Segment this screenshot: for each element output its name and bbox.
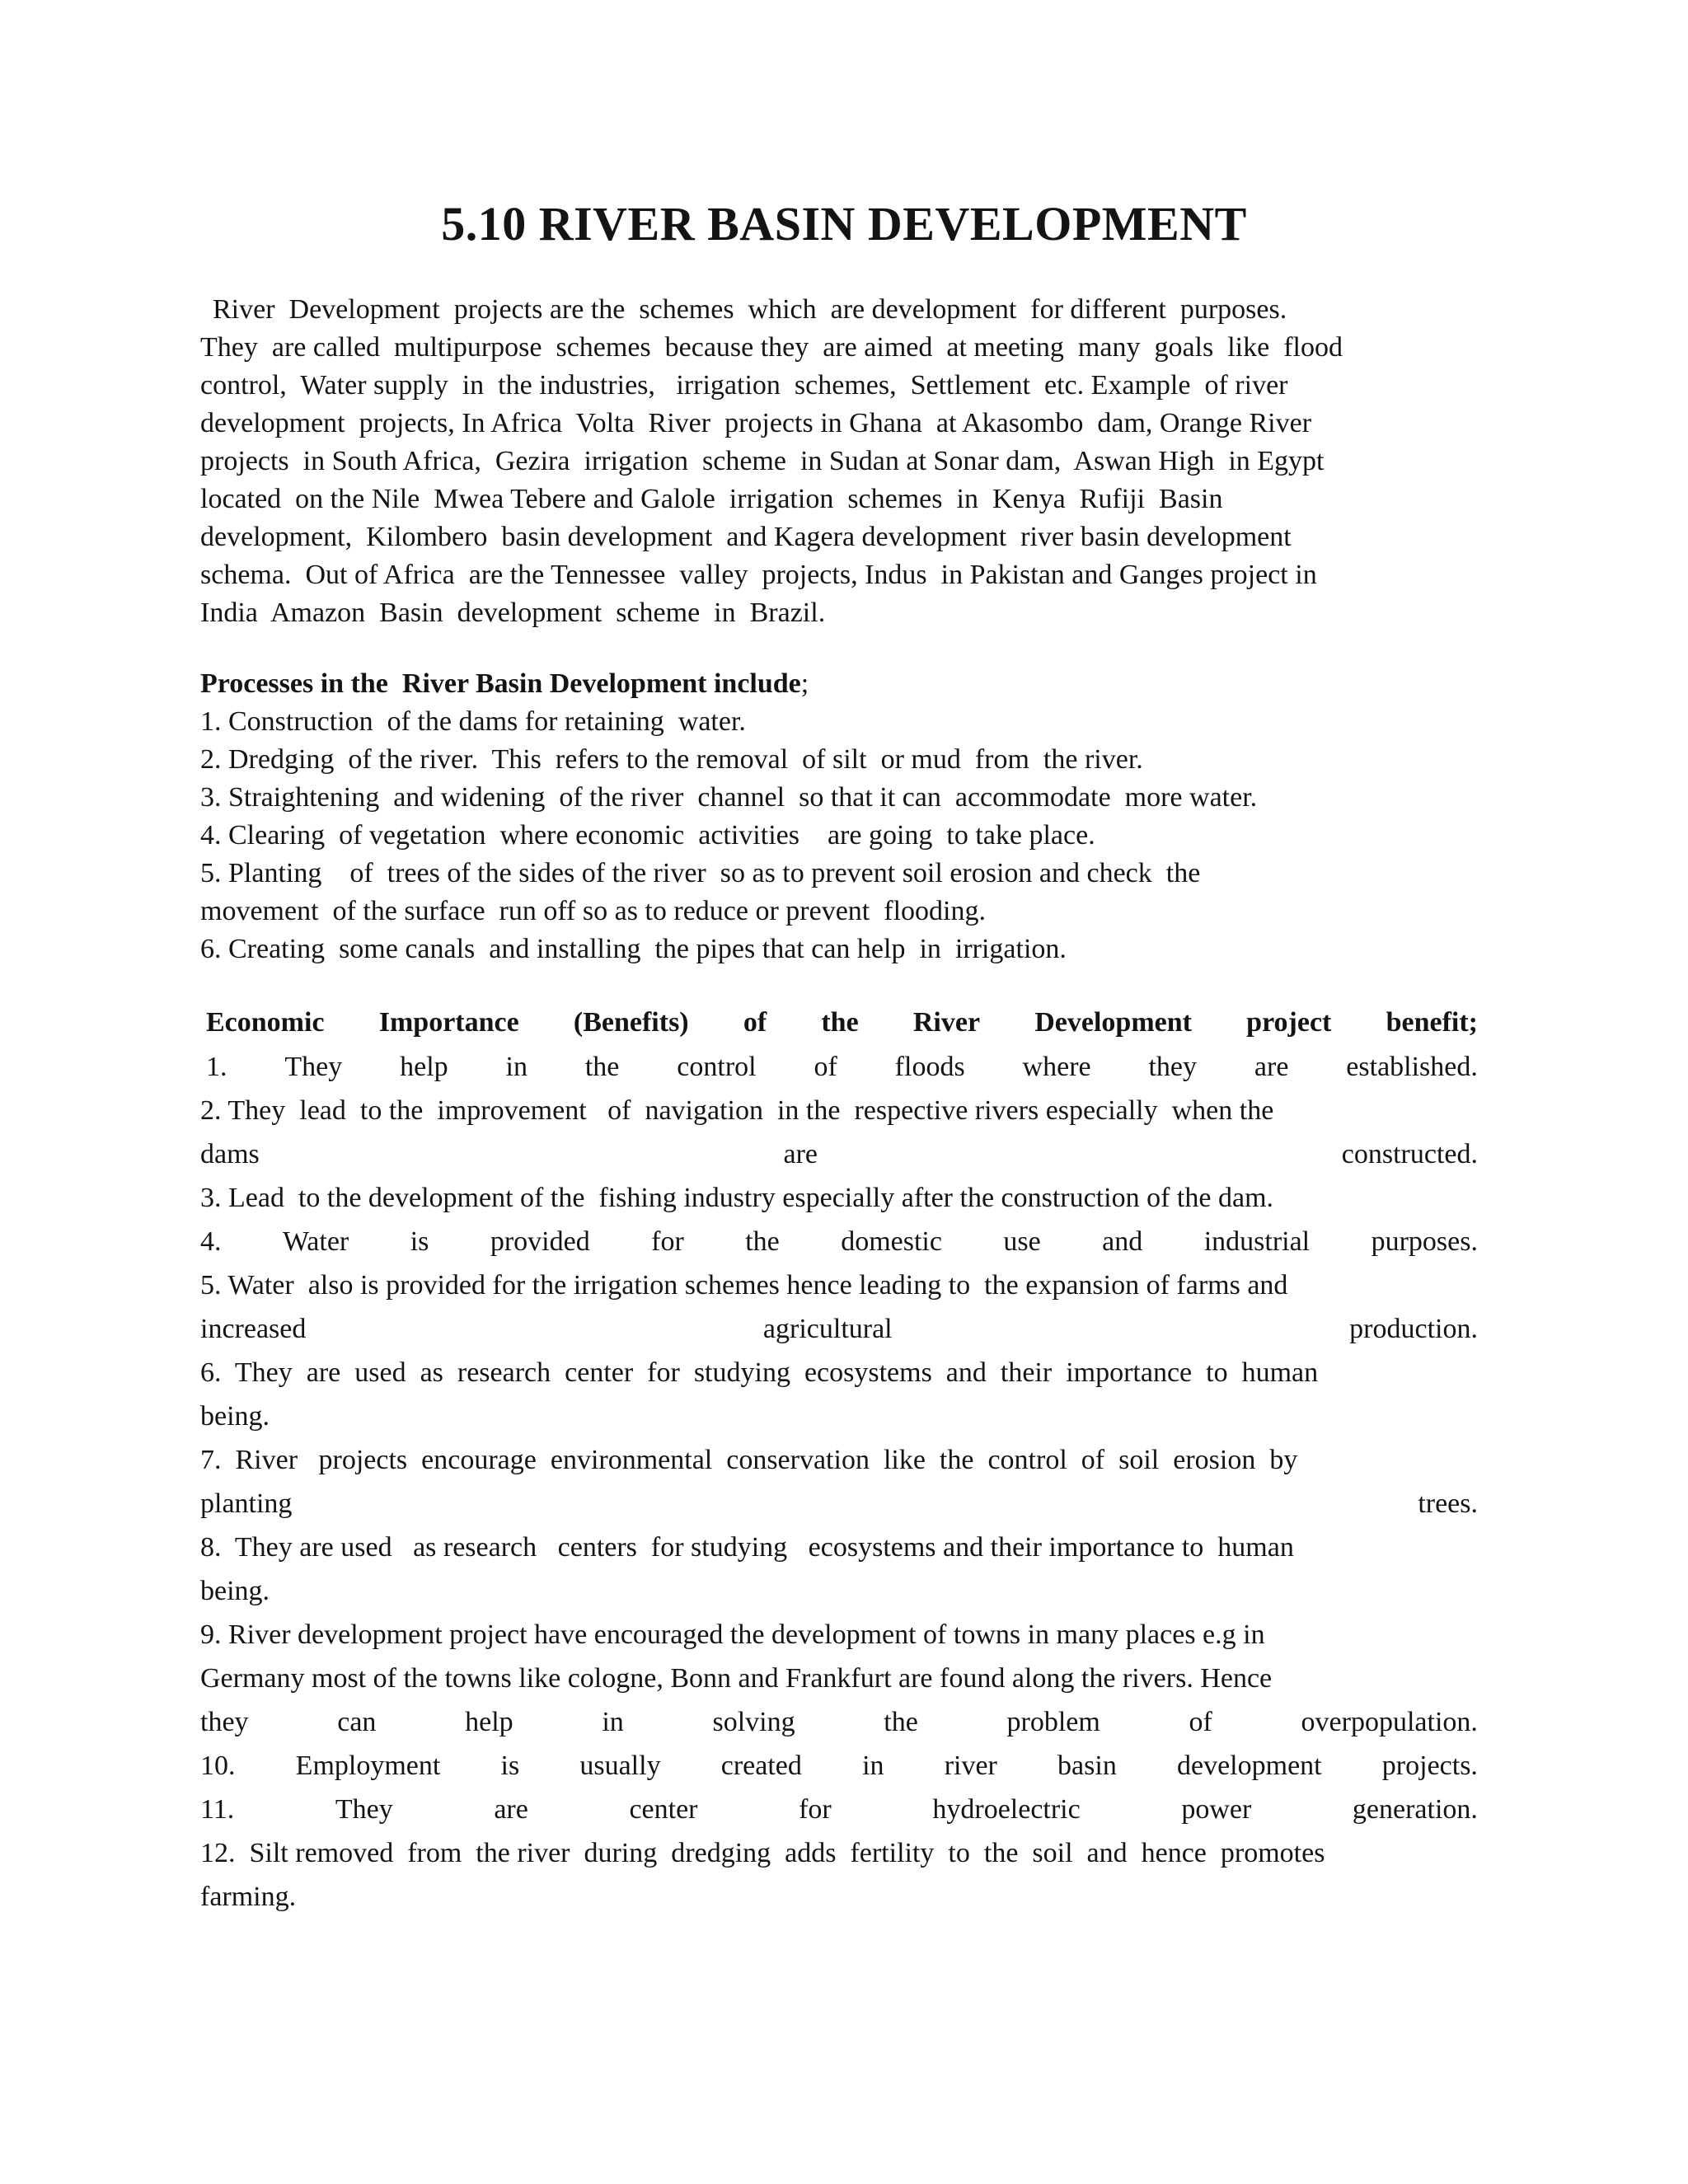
benefit-item-4 [200,1223,1478,1261]
processes-heading-text: Processes in the River Basin Development include [200,668,801,699]
intro-line: development, Kilombero basin development and Kagera development river basin development [200,522,1292,552]
word: in [505,1052,528,1082]
word: help [400,1052,448,1082]
intro-line: schema. Out of Africa are the Tennessee valley projects, Indus in Pakistan and Ganges project in [200,560,1317,590]
benefit-item-7-end [200,1485,1478,1523]
intro-line: River Development projects are the schemes which are development for different purposes. [213,294,1287,325]
benefit-item-5: 5. Water also is provided for the irrigation schemes hence leading to the expansion of farms and [200,1270,1288,1301]
word: the [884,1707,918,1737]
word: for [651,1226,684,1257]
heading-word: Importance [378,1007,519,1038]
benefit-item-11 [200,1791,1478,1829]
word: floods [894,1052,965,1082]
word: established. [1346,1052,1478,1082]
intro-line: located on the Nile Mwea Tebere and Galole irrigation schemes in Kenya Rufiji Basin [200,484,1223,514]
benefit-item-8-end: being. [200,1576,270,1606]
heading-word: Economic [206,1007,325,1038]
benefit-item-9: 9. River development project have encouraged the development of towns in many places e.g in [200,1619,1265,1650]
word: for [799,1794,832,1825]
word: planting [200,1488,293,1519]
heading-word: benefit; [1386,1007,1478,1038]
word: domestic [841,1226,942,1257]
benefit-item-12: 12. Silt removed from the river during dredging adds fertility to the soil and hence promotes [200,1838,1325,1868]
word: solving [712,1707,795,1737]
heading-word: (Benefits) [573,1007,689,1038]
intro-line: They are called multipurpose schemes because they are aimed at meeting many goals like flood [200,332,1343,363]
word: They [284,1052,343,1082]
word: the [584,1052,620,1082]
word: industrial [1203,1226,1311,1257]
process-item: 6. Creating some canals and installing the pipes that can help in irrigation. [200,934,1067,964]
economic-heading [206,1004,1478,1042]
word: trees. [1418,1488,1478,1519]
word: they [1148,1052,1198,1082]
word: constructed. [1341,1139,1478,1169]
word: in [602,1707,624,1737]
heading-word: Development [1034,1007,1192,1038]
word: where [1022,1052,1091,1082]
process-item: 5. Planting of trees of the sides of the river so as to prevent soil erosion and check the [200,858,1201,888]
heading-word: project [1246,1007,1332,1038]
benefit-item-9-line2: Germany most of the towns like cologne, Bonn and Frankfurt are found along the rivers. Hence [200,1663,1273,1694]
word: control [677,1052,757,1082]
word: can [337,1707,377,1737]
word: 11. [200,1794,235,1825]
benefit-item-6: 6. They are used as research center for studying ecosystems and their importance to human [200,1357,1319,1388]
word: 10. [200,1750,236,1781]
benefit-item-2-end [200,1136,1478,1174]
processes-heading [200,665,809,703]
benefit-item-7: 7. River projects encourage environmental conservation like the control of soil erosion by [200,1445,1298,1475]
heading-word: the [821,1007,859,1038]
word: of [814,1052,837,1082]
intro-line: projects in South Africa, Gezira irrigation scheme in Sudan at Sonar dam, Aswan High in Egypt [200,446,1325,476]
benefit-item-1 [206,1048,1478,1086]
heading-word: River [912,1007,981,1038]
word: projects. [1381,1750,1478,1781]
word: 1. [206,1052,227,1082]
benefit-item-2: 2. They lead to the improvement of navigation in the respective rivers especially when the [200,1095,1274,1126]
word: in [862,1750,884,1781]
word: problem [1006,1707,1100,1737]
word: is [500,1750,520,1781]
word: is [410,1226,429,1257]
word: They [335,1794,393,1825]
heading-word: of [743,1007,767,1038]
word: generation. [1352,1794,1478,1825]
word: created [720,1750,802,1781]
process-item: 4. Clearing of vegetation where economic activities are going to take place. [200,820,1095,851]
word: power [1181,1794,1252,1825]
word: production. [1349,1314,1478,1344]
word: purposes. [1371,1226,1478,1257]
word: are [783,1139,818,1169]
word: provided [490,1226,590,1257]
word: are [494,1794,528,1825]
word: the [745,1226,780,1257]
intro-line: India Amazon Basin development scheme in Brazil. [200,598,826,628]
process-item: 1. Construction of the dams for retaining water. [200,706,746,737]
word: hydroelectric [932,1794,1081,1825]
benefit-item-5-end [200,1310,1478,1348]
word: 4. [200,1226,222,1257]
processes-heading-punct: ; [800,668,809,699]
word: usually [579,1750,661,1781]
page-title: 5.10 RIVER BASIN DEVELOPMENT [441,197,1247,251]
word: are [1254,1052,1289,1082]
benefit-item-3: 3. Lead to the development of the fishing industry especially after the construction of the dam. [200,1183,1274,1213]
intro-line: development projects, In Africa Volta River projects in Ghana at Akasombo dam, Orange River [200,408,1312,438]
word: and [1102,1226,1143,1257]
word: development [1177,1750,1322,1781]
process-item: 2. Dredging of the river. This refers to the removal of silt or mud from the river. [200,744,1143,775]
word: center [629,1794,698,1825]
process-item: 3. Straightening and widening of the river channel so that it can accommodate more water. [200,782,1258,813]
word: overpopulation. [1301,1707,1478,1737]
word: agricultural [762,1314,893,1344]
word: Water [282,1226,349,1257]
word: use [1003,1226,1041,1257]
benefit-item-9-end [200,1704,1478,1741]
word: river [944,1750,997,1781]
word: of [1189,1707,1212,1737]
benefit-item-10 [200,1747,1478,1785]
word: help [465,1707,513,1737]
benefit-item-8: 8. They are used as research centers for studying ecosystems and their importance to human [200,1532,1294,1563]
benefit-item-12-end: farming. [200,1882,297,1912]
word: basin [1057,1750,1117,1781]
process-item: movement of the surface run off so as to reduce or prevent flooding. [200,896,986,926]
word: they [200,1707,249,1737]
word: Employment [295,1750,441,1781]
word: dams [200,1139,260,1169]
benefit-item-6-end: being. [200,1401,270,1432]
intro-line: control, Water supply in the industries, irrigation schemes, Settlement etc. Example of river [200,370,1288,401]
word: increased [200,1314,307,1344]
